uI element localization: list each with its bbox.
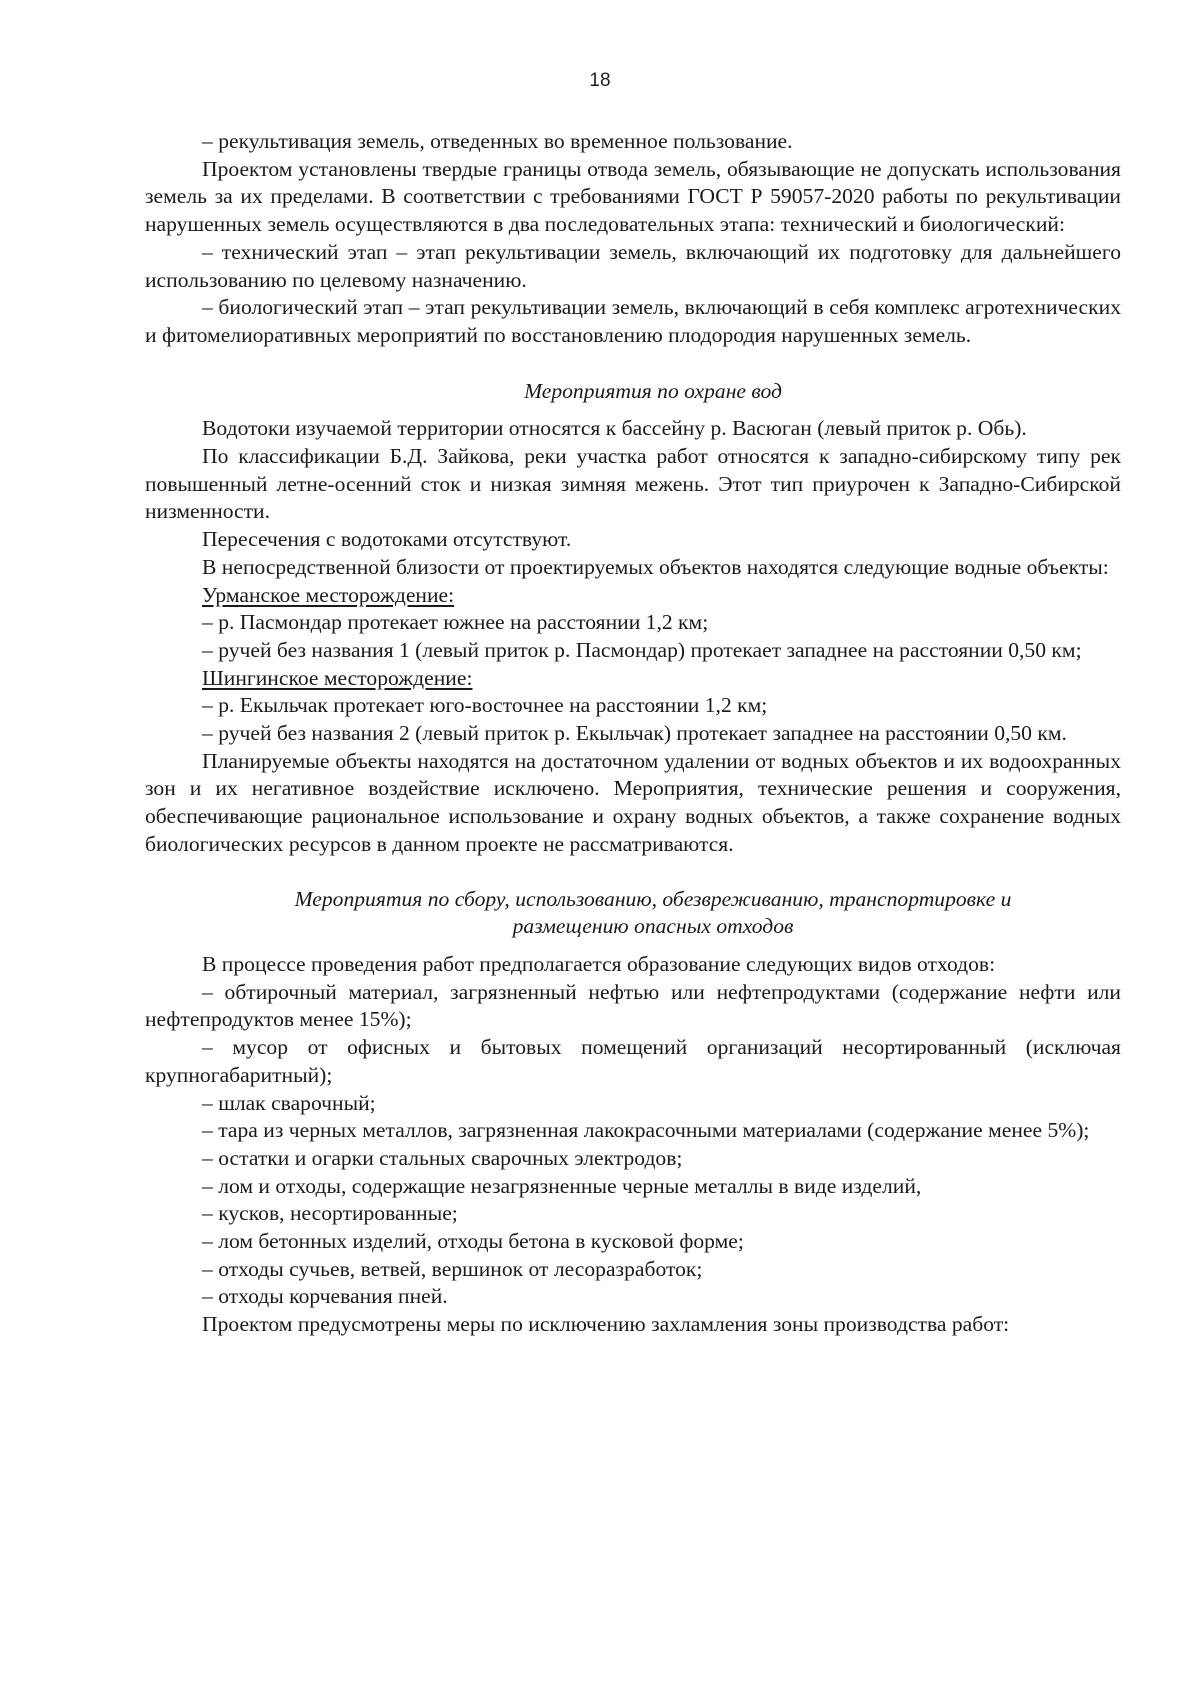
- list-item: – остатки и огарки стальных сварочных электродов;: [202, 1145, 683, 1170]
- list-item: – кусков, несортированные;: [202, 1201, 458, 1226]
- paragraph: – биологический этап – этап рекультивации земель, включающий в себя комплекс агротехнических и фитомелиоративных мероприятий по восстановлению плодородия нарушенных земель.: [145, 295, 1121, 347]
- list-item: – ручей без названия 2 (левый приток р. Екыльчак) протекает западнее на расстоянии 0,50 км.: [202, 721, 1067, 746]
- list-item: – лом и отходы, содержащие незагрязненные черные металлы в виде изделий,: [202, 1173, 922, 1198]
- paragraph: Пересечения с водотоками отсутствуют.: [202, 527, 572, 552]
- paragraph: Проектом предусмотрены меры по исключению захламления зоны производства работ:: [202, 1312, 1010, 1337]
- paragraph: В непосредственной близости от проектируемых объектов находятся следующие водные объекты:: [202, 554, 1109, 579]
- list-item: – мусор от офисных и бытовых помещений организаций несортированный (исключая крупногабаритный);: [145, 1035, 1121, 1087]
- section-heading-line: размещению опасных отходов: [512, 914, 794, 939]
- subsection-title-text: Шингинское месторождение:: [202, 665, 473, 690]
- paragraph: Проектом установлены твердые границы отвода земель, обязывающие не допускать использования земель за их пределами. В соответствии с требованиями ГОСТ Р 59057-2020 работы по рекультивации нарушенных земель осуществляются в два последовательных этапа: технический и биологический:: [145, 156, 1121, 237]
- list-item: – тара из черных металлов, загрязненная лакокрасочными материалами (содержание менее 5%);: [202, 1118, 1090, 1143]
- list-item: – обтирочный материал, загрязненный нефтью или нефтепродуктами (содержание нефти или нефтепродуктов менее 15%);: [145, 979, 1121, 1032]
- paragraph: – технический этап – этап рекультивации земель, включающий их подготовку для дальнейшего использованию по целевому назначению.: [145, 239, 1121, 292]
- section-heading-water: Мероприятия по охране вод: [524, 378, 782, 403]
- subsection-title: [145, 665, 1121, 693]
- paragraph: По классификации Б.Д. Зайкова, реки участка работ относятся к западно-сибирскому типу рек повышенный летне-осенний сток и низкая зимняя межень. Этот тип приурочен к Западно-Сибирской низменности.: [145, 444, 1121, 524]
- paragraph: – рекультивация земель, отведенных во временное пользование.: [202, 129, 793, 153]
- list-item: – р. Екыльчак протекает юго-восточнее на расстоянии 1,2 км;: [202, 693, 768, 718]
- section-heading-waste: [145, 886, 1121, 941]
- list-item: – лом бетонных изделий, отходы бетона в кусковой форме;: [202, 1229, 744, 1254]
- list-item: – отходы сучьев, ветвей, вершинок от лесоразработок;: [202, 1256, 703, 1281]
- list-item: – отходы корчевания пней.: [202, 1284, 448, 1309]
- paragraph: Водотоки изучаемой территории относятся к бассейну р. Васюган (левый приток р. Обь).: [202, 416, 1027, 441]
- document-body: [145, 128, 1121, 1339]
- page-number: 18: [589, 70, 611, 91]
- subsection-title-text: Урманское месторождение:: [202, 582, 455, 607]
- subsection-title: [145, 582, 1121, 610]
- paragraph: Планируемые объекты находятся на достаточном удалении от водных объектов и их водоохранных зон и их негативное воздействие исключено. Мероприятия, технические решения и сооружения, обеспечивающие рациональное использование и охрану водных объектов, а также сохранение водных биологических ресурсов в данном проекте не рассматриваются.: [145, 748, 1121, 856]
- paragraph: В процессе проведения работ предполагается образование следующих видов отходов:: [202, 951, 996, 976]
- list-item: – шлак сварочный;: [202, 1090, 376, 1115]
- list-item: – р. Пасмондар протекает южнее на расстоянии 1,2 км;: [202, 610, 709, 635]
- section-heading-line: Мероприятия по сбору, использованию, обезвреживанию, транспортировке и: [294, 886, 1012, 911]
- list-item: – ручей без названия 1 (левый приток р. Пасмондар) протекает западнее на расстоянии 0,50 км;: [202, 637, 1082, 662]
